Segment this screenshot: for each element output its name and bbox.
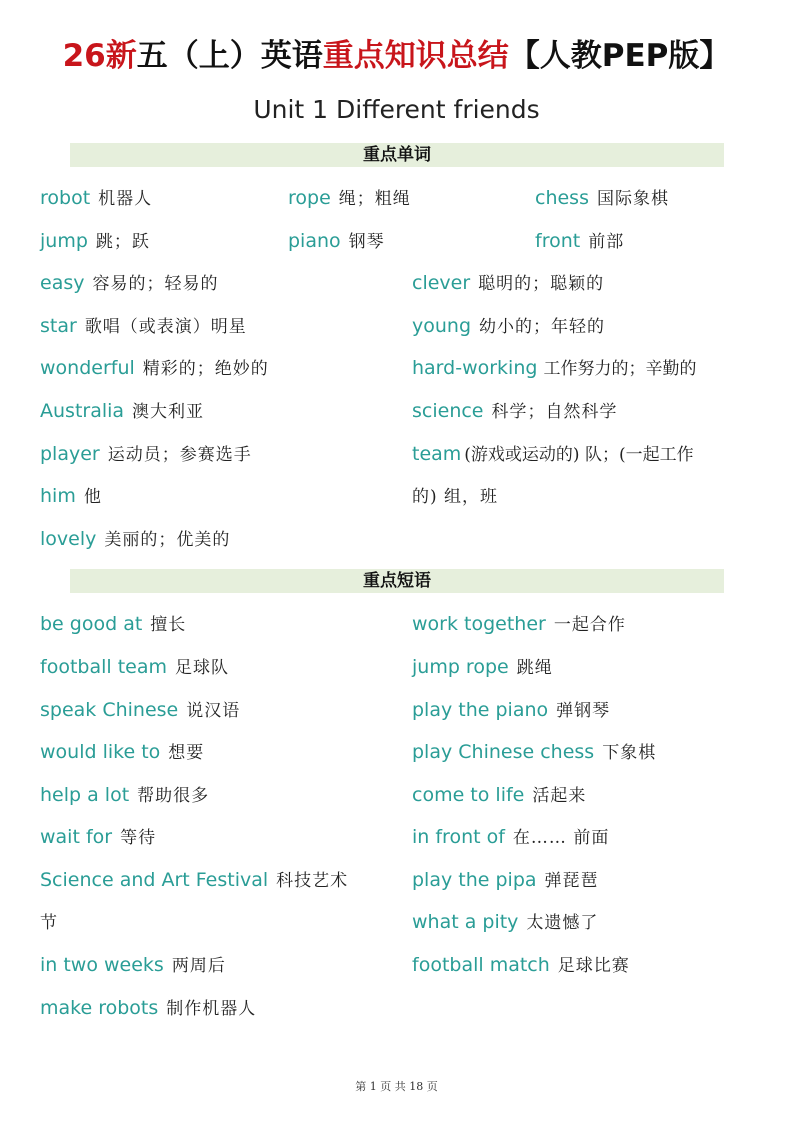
word-zh: 的) 组，班 (412, 487, 499, 507)
phrase-zh: 帮助很多 (137, 786, 210, 806)
word-zh: 国际象棋 (596, 189, 669, 209)
phrase-entry (40, 780, 209, 811)
word-zh: 前部 (588, 232, 625, 252)
word-entry (40, 353, 269, 384)
phrase-zh: 弹琵琶 (544, 871, 599, 891)
word-zh: 机器人 (98, 189, 153, 209)
word-entry (288, 226, 385, 257)
word-zh: 精彩的；绝妙的 (142, 359, 269, 379)
word-zh: 澳大利亚 (132, 402, 205, 422)
word-en: star (40, 315, 77, 337)
phrase-en: jump rope (412, 656, 509, 678)
phrase-en: in front of (412, 826, 505, 848)
word-en: clever (412, 272, 471, 294)
phrase-en: help a lot (40, 784, 130, 806)
phrase-zh: 足球队 (174, 658, 229, 678)
word-en: front (535, 230, 581, 252)
phrase-zh: 弹钢琴 (556, 701, 611, 721)
phrase-zh: 在…… 前面 (512, 828, 610, 848)
phrase-en: play Chinese chess (412, 741, 595, 763)
phrase-entry (412, 865, 599, 896)
phrase-en: football match (412, 954, 550, 976)
phrase-entry (412, 609, 626, 640)
phrase-en: wait for (40, 826, 113, 848)
phrase-zh: 足球比赛 (557, 956, 630, 976)
phrase-entry (40, 865, 348, 896)
page-footer: 第 1 页 共 18 页 (355, 1080, 438, 1093)
word-entry (40, 183, 152, 214)
phrase-zh: 两周后 (171, 956, 226, 976)
phrase-zh: 活起来 (532, 786, 587, 806)
phrase-en: make robots (40, 997, 159, 1019)
phrase-entry (412, 737, 656, 768)
word-zh: 幼小的；年轻的 (479, 317, 606, 337)
word-en: chess (535, 187, 589, 209)
word-zh: 歌唱（或表演）明星 (84, 317, 247, 337)
word-entry (40, 226, 150, 257)
phrase-zh: 跳绳 (516, 658, 553, 678)
word-en: robot (40, 187, 91, 209)
word-zh: (游戏或运动的) 队；(一起工作 (464, 445, 694, 465)
word-entry (40, 481, 102, 512)
word-en: rope (288, 187, 331, 209)
phrase-en: speak Chinese (40, 699, 179, 721)
phrase-zh: 太遗憾了 (526, 913, 599, 933)
word-en: team (412, 443, 462, 465)
phrase-en: play the piano (412, 699, 549, 721)
phrase-entry (40, 695, 240, 726)
phrase-zh: 擅长 (150, 615, 187, 635)
phrase-entry (40, 950, 226, 981)
phrase-zh: 下象棋 (602, 743, 657, 763)
title-topic: 重点知识总结 (322, 38, 509, 74)
phrase-zh: 说汉语 (186, 701, 241, 721)
title-grade: 五（上）英语 (136, 38, 323, 74)
word-en: player (40, 443, 100, 465)
unit-heading: Unit 1 Different friends (253, 95, 540, 124)
word-entry (412, 311, 605, 342)
word-zh: 工作努力的；辛勤的 (543, 359, 697, 379)
phrase-entry (412, 652, 553, 683)
phrase-en: what a pity (412, 911, 519, 933)
word-zh: 绳；粗绳 (338, 189, 411, 209)
word-en: piano (288, 230, 341, 252)
word-entry (412, 439, 694, 470)
section-heading-phrases: 重点短语 (70, 569, 724, 593)
phrase-en: would like to (40, 741, 161, 763)
title-grade-prefix: 26新 (62, 38, 137, 74)
phrase-en: work together (412, 613, 546, 635)
phrase-zh: 节 (40, 913, 58, 933)
word-zh: 他 (83, 487, 102, 507)
word-entry (412, 268, 604, 299)
phrase-entry (412, 695, 610, 726)
word-zh: 美丽的；优美的 (104, 530, 231, 550)
word-entry-continued (412, 481, 498, 512)
phrase-entry (412, 822, 609, 853)
word-entry (535, 226, 624, 257)
phrase-zh: 科技艺术 (276, 871, 349, 891)
phrase-en: be good at (40, 613, 143, 635)
word-en: young (412, 315, 472, 337)
phrase-entry (412, 907, 598, 938)
word-zh: 运动员；参赛选手 (107, 445, 252, 465)
section-heading-words: 重点单词 (70, 143, 724, 167)
phrase-entry (40, 609, 186, 640)
word-zh: 跳；跃 (95, 232, 150, 252)
word-entry (288, 183, 411, 214)
phrase-zh: 想要 (168, 743, 205, 763)
word-zh: 聪明的；聪颖的 (478, 274, 605, 294)
page-title (0, 34, 793, 78)
word-entry (412, 353, 696, 384)
phrase-en: come to life (412, 784, 525, 806)
word-en: science (412, 400, 484, 422)
word-entry (535, 183, 669, 214)
phrase-en: play the pipa (412, 869, 537, 891)
word-entry (40, 311, 247, 342)
word-en: hard-working (412, 357, 538, 379)
word-en: easy (40, 272, 85, 294)
phrase-entry (40, 822, 156, 853)
phrase-zh: 等待 (120, 828, 157, 848)
phrase-entry (40, 737, 204, 768)
phrase-entry-continued (40, 907, 58, 938)
word-entry (40, 396, 204, 427)
phrase-zh: 一起合作 (553, 615, 626, 635)
phrase-entry (40, 652, 229, 683)
word-en: Australia (40, 400, 125, 422)
phrase-en: in two weeks (40, 954, 164, 976)
word-en: him (40, 485, 76, 507)
phrase-entry (412, 950, 630, 981)
word-entry (40, 524, 230, 555)
phrase-en: football team (40, 656, 167, 678)
word-zh: 科学；自然科学 (491, 402, 618, 422)
word-zh: 容易的；轻易的 (92, 274, 219, 294)
word-entry (40, 439, 252, 470)
word-en: wonderful (40, 357, 135, 379)
word-zh: 钢琴 (348, 232, 385, 252)
phrase-entry (40, 993, 256, 1024)
word-en: lovely (40, 528, 97, 550)
title-edition: 【人教PEP版】 (508, 38, 731, 74)
word-entry (412, 396, 618, 427)
phrase-zh: 制作机器人 (166, 999, 257, 1019)
word-en: jump (40, 230, 88, 252)
phrase-en: Science and Art Festival (40, 869, 269, 891)
phrase-entry (412, 780, 586, 811)
word-entry (40, 268, 218, 299)
